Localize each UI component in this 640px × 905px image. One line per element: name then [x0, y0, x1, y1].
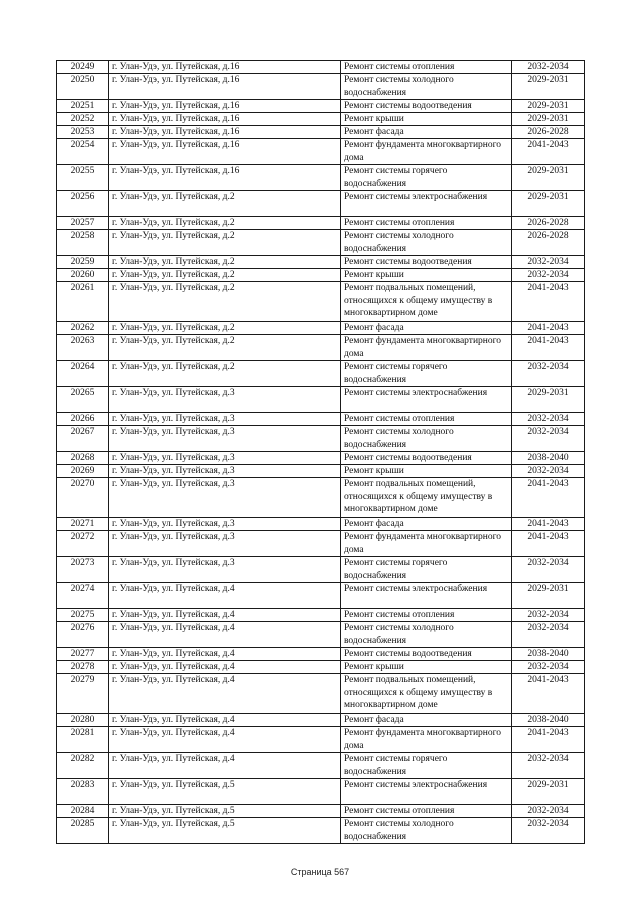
table-row — [57, 100, 585, 113]
cell-period: 2029-2031 — [512, 583, 585, 609]
cell-period: 2032-2034 — [512, 609, 585, 622]
cell-address: г. Улан-Удэ, ул. Путейская, д.2 — [109, 269, 341, 282]
cell-address: г. Улан-Удэ, ул. Путейская, д.2 — [109, 230, 341, 256]
cell-work: Ремонт фасада — [341, 518, 512, 531]
cell-address: г. Улан-Удэ, ул. Путейская, д.4 — [109, 648, 341, 661]
table-row — [57, 622, 585, 648]
cell-id: 20273 — [57, 557, 109, 583]
cell-address: г. Улан-Удэ, ул. Путейская, д.3 — [109, 387, 341, 413]
cell-work: Ремонт системы горячего водоснабжения — [341, 361, 512, 387]
cell-id: 20277 — [57, 648, 109, 661]
cell-id: 20284 — [57, 805, 109, 818]
cell-period: 2032-2034 — [512, 61, 585, 74]
cell-period: 2029-2031 — [512, 387, 585, 413]
table-row — [57, 282, 585, 322]
cell-id: 20278 — [57, 661, 109, 674]
cell-id: 20267 — [57, 426, 109, 452]
cell-id: 20276 — [57, 622, 109, 648]
table-body — [57, 61, 585, 844]
page-number: Страница 567 — [290, 867, 350, 877]
table-row — [57, 583, 585, 609]
cell-id: 20260 — [57, 269, 109, 282]
cell-work: Ремонт фасада — [341, 714, 512, 727]
cell-period: 2032-2034 — [512, 465, 585, 478]
cell-period: 2032-2034 — [512, 622, 585, 648]
cell-work: Ремонт подвальных помещений, относящихся к общему имуществу в многоквартирном доме — [341, 478, 512, 518]
cell-work: Ремонт системы горячего водоснабжения — [341, 557, 512, 583]
cell-address: г. Улан-Удэ, ул. Путейская, д.5 — [109, 805, 341, 818]
cell-address: г. Улан-Удэ, ул. Путейская, д.16 — [109, 113, 341, 126]
cell-work: Ремонт системы холодного водоснабжения — [341, 622, 512, 648]
cell-work: Ремонт крыши — [341, 269, 512, 282]
table-row — [57, 714, 585, 727]
cell-address: г. Улан-Удэ, ул. Путейская, д.4 — [109, 753, 341, 779]
cell-work: Ремонт фасада — [341, 126, 512, 139]
table-row — [57, 361, 585, 387]
table-row — [57, 478, 585, 518]
cell-id: 20251 — [57, 100, 109, 113]
cell-address: г. Улан-Удэ, ул. Путейская, д.3 — [109, 413, 341, 426]
cell-address: г. Улан-Удэ, ул. Путейская, д.16 — [109, 61, 341, 74]
cell-work: Ремонт системы водоотведения — [341, 100, 512, 113]
cell-period: 2032-2034 — [512, 426, 585, 452]
cell-period: 2032-2034 — [512, 753, 585, 779]
cell-address: г. Улан-Удэ, ул. Путейская, д.16 — [109, 74, 341, 100]
cell-id: 20281 — [57, 727, 109, 753]
cell-period: 2032-2034 — [512, 361, 585, 387]
table-row — [57, 779, 585, 805]
cell-address: г. Улан-Удэ, ул. Путейская, д.16 — [109, 165, 341, 191]
table-row — [57, 648, 585, 661]
cell-period: 2038-2040 — [512, 714, 585, 727]
cell-id: 20254 — [57, 139, 109, 165]
cell-id: 20275 — [57, 609, 109, 622]
cell-period: 2032-2034 — [512, 818, 585, 844]
cell-period: 2029-2031 — [512, 113, 585, 126]
table-row — [57, 452, 585, 465]
cell-id: 20252 — [57, 113, 109, 126]
cell-address: г. Улан-Удэ, ул. Путейская, д.4 — [109, 674, 341, 714]
cell-work: Ремонт системы водоотведения — [341, 256, 512, 269]
cell-address: г. Улан-Удэ, ул. Путейская, д.3 — [109, 452, 341, 465]
cell-id: 20264 — [57, 361, 109, 387]
table-row — [57, 230, 585, 256]
cell-id: 20282 — [57, 753, 109, 779]
cell-id: 20257 — [57, 217, 109, 230]
cell-work: Ремонт фундамента многоквартирного дома — [341, 335, 512, 361]
cell-work: Ремонт системы водоотведения — [341, 648, 512, 661]
cell-period: 2029-2031 — [512, 165, 585, 191]
cell-id: 20274 — [57, 583, 109, 609]
cell-period: 2026-2028 — [512, 217, 585, 230]
cell-address: г. Улан-Удэ, ул. Путейская, д.2 — [109, 191, 341, 217]
table-row — [57, 413, 585, 426]
cell-work: Ремонт крыши — [341, 465, 512, 478]
cell-work: Ремонт системы холодного водоснабжения — [341, 818, 512, 844]
cell-period: 2041-2043 — [512, 674, 585, 714]
cell-address: г. Улан-Удэ, ул. Путейская, д.2 — [109, 282, 341, 322]
cell-id: 20259 — [57, 256, 109, 269]
cell-work: Ремонт системы отопления — [341, 413, 512, 426]
cell-work: Ремонт системы холодного водоснабжения — [341, 74, 512, 100]
cell-period: 2032-2034 — [512, 413, 585, 426]
table-row — [57, 531, 585, 557]
cell-work: Ремонт подвальных помещений, относящихся к общему имуществу в многоквартирном доме — [341, 674, 512, 714]
table-row — [57, 113, 585, 126]
cell-period: 2029-2031 — [512, 191, 585, 217]
cell-id: 20263 — [57, 335, 109, 361]
table-row — [57, 165, 585, 191]
table-row — [57, 465, 585, 478]
cell-address: г. Улан-Удэ, ул. Путейская, д.16 — [109, 100, 341, 113]
cell-id: 20265 — [57, 387, 109, 413]
cell-work: Ремонт системы водоотведения — [341, 452, 512, 465]
table-row — [57, 191, 585, 217]
cell-work: Ремонт подвальных помещений, относящихся к общему имуществу в многоквартирном доме — [341, 282, 512, 322]
cell-work: Ремонт системы электроснабжения — [341, 387, 512, 413]
cell-period: 2032-2034 — [512, 661, 585, 674]
cell-id: 20261 — [57, 282, 109, 322]
table-row — [57, 818, 585, 844]
cell-id: 20283 — [57, 779, 109, 805]
cell-id: 20266 — [57, 413, 109, 426]
cell-period: 2032-2034 — [512, 805, 585, 818]
cell-address: г. Улан-Удэ, ул. Путейская, д.2 — [109, 361, 341, 387]
cell-id: 20280 — [57, 714, 109, 727]
cell-work: Ремонт фундамента многоквартирного дома — [341, 531, 512, 557]
cell-period: 2032-2034 — [512, 256, 585, 269]
cell-address: г. Улан-Удэ, ул. Путейская, д.3 — [109, 518, 341, 531]
cell-work: Ремонт системы горячего водоснабжения — [341, 753, 512, 779]
cell-work: Ремонт крыши — [341, 661, 512, 674]
cell-period: 2038-2040 — [512, 648, 585, 661]
cell-work: Ремонт системы отопления — [341, 805, 512, 818]
table-row — [57, 387, 585, 413]
cell-period: 2032-2034 — [512, 557, 585, 583]
cell-period: 2029-2031 — [512, 779, 585, 805]
table-row — [57, 557, 585, 583]
cell-work: Ремонт крыши — [341, 113, 512, 126]
cell-period: 2041-2043 — [512, 518, 585, 531]
cell-address: г. Улан-Удэ, ул. Путейская, д.4 — [109, 727, 341, 753]
cell-period: 2029-2031 — [512, 100, 585, 113]
cell-work: Ремонт системы холодного водоснабжения — [341, 230, 512, 256]
table-row — [57, 426, 585, 452]
cell-work: Ремонт фундамента многоквартирного дома — [341, 139, 512, 165]
cell-id: 20250 — [57, 74, 109, 100]
cell-work: Ремонт системы холодного водоснабжения — [341, 426, 512, 452]
cell-address: г. Улан-Удэ, ул. Путейская, д.4 — [109, 714, 341, 727]
cell-period: 2029-2031 — [512, 74, 585, 100]
cell-id: 20256 — [57, 191, 109, 217]
table-row — [57, 256, 585, 269]
cell-address: г. Улан-Удэ, ул. Путейская, д.3 — [109, 426, 341, 452]
cell-work: Ремонт системы электроснабжения — [341, 583, 512, 609]
cell-period: 2032-2034 — [512, 269, 585, 282]
cell-id: 20272 — [57, 531, 109, 557]
cell-work: Ремонт системы отопления — [341, 217, 512, 230]
works-table — [56, 60, 585, 844]
cell-address: г. Улан-Удэ, ул. Путейская, д.4 — [109, 583, 341, 609]
cell-period: 2038-2040 — [512, 452, 585, 465]
table-row — [57, 609, 585, 622]
table-row — [57, 322, 585, 335]
cell-address: г. Улан-Удэ, ул. Путейская, д.16 — [109, 139, 341, 165]
cell-period: 2041-2043 — [512, 727, 585, 753]
cell-address: г. Улан-Удэ, ул. Путейская, д.5 — [109, 779, 341, 805]
cell-address: г. Улан-Удэ, ул. Путейская, д.3 — [109, 557, 341, 583]
cell-period: 2041-2043 — [512, 139, 585, 165]
cell-address: г. Улан-Удэ, ул. Путейская, д.16 — [109, 126, 341, 139]
cell-id: 20285 — [57, 818, 109, 844]
cell-period: 2041-2043 — [512, 478, 585, 518]
table-row — [57, 674, 585, 714]
cell-id: 20262 — [57, 322, 109, 335]
cell-work: Ремонт фундамента многоквартирного дома — [341, 727, 512, 753]
cell-address: г. Улан-Удэ, ул. Путейская, д.3 — [109, 465, 341, 478]
cell-address: г. Улан-Удэ, ул. Путейская, д.3 — [109, 478, 341, 518]
cell-period: 2026-2028 — [512, 126, 585, 139]
cell-id: 20253 — [57, 126, 109, 139]
table-row — [57, 217, 585, 230]
cell-period: 2026-2028 — [512, 230, 585, 256]
cell-address: г. Улан-Удэ, ул. Путейская, д.4 — [109, 622, 341, 648]
cell-id: 20249 — [57, 61, 109, 74]
cell-id: 20271 — [57, 518, 109, 531]
cell-period: 2041-2043 — [512, 335, 585, 361]
cell-address: г. Улан-Удэ, ул. Путейская, д.2 — [109, 322, 341, 335]
cell-address: г. Улан-Удэ, ул. Путейская, д.4 — [109, 609, 341, 622]
cell-id: 20258 — [57, 230, 109, 256]
cell-address: г. Улан-Удэ, ул. Путейская, д.2 — [109, 217, 341, 230]
cell-address: г. Улан-Удэ, ул. Путейская, д.5 — [109, 818, 341, 844]
cell-work: Ремонт системы горячего водоснабжения — [341, 165, 512, 191]
table-row — [57, 518, 585, 531]
cell-work: Ремонт фасада — [341, 322, 512, 335]
table-row — [57, 61, 585, 74]
cell-period: 2041-2043 — [512, 531, 585, 557]
cell-period: 2041-2043 — [512, 282, 585, 322]
cell-address: г. Улан-Удэ, ул. Путейская, д.2 — [109, 335, 341, 361]
cell-work: Ремонт системы отопления — [341, 61, 512, 74]
table-row — [57, 753, 585, 779]
cell-address: г. Улан-Удэ, ул. Путейская, д.3 — [109, 531, 341, 557]
cell-work: Ремонт системы электроснабжения — [341, 191, 512, 217]
cell-period: 2041-2043 — [512, 322, 585, 335]
cell-address: г. Улан-Удэ, ул. Путейская, д.2 — [109, 256, 341, 269]
table-row — [57, 727, 585, 753]
table-row — [57, 335, 585, 361]
table-row — [57, 74, 585, 100]
cell-work: Ремонт системы отопления — [341, 609, 512, 622]
table-row — [57, 269, 585, 282]
cell-id: 20268 — [57, 452, 109, 465]
cell-address: г. Улан-Удэ, ул. Путейская, д.4 — [109, 661, 341, 674]
cell-id: 20255 — [57, 165, 109, 191]
cell-work: Ремонт системы электроснабжения — [341, 779, 512, 805]
table-row — [57, 661, 585, 674]
table-row — [57, 139, 585, 165]
table-row — [57, 805, 585, 818]
cell-id: 20269 — [57, 465, 109, 478]
cell-id: 20279 — [57, 674, 109, 714]
table-row — [57, 126, 585, 139]
cell-id: 20270 — [57, 478, 109, 518]
